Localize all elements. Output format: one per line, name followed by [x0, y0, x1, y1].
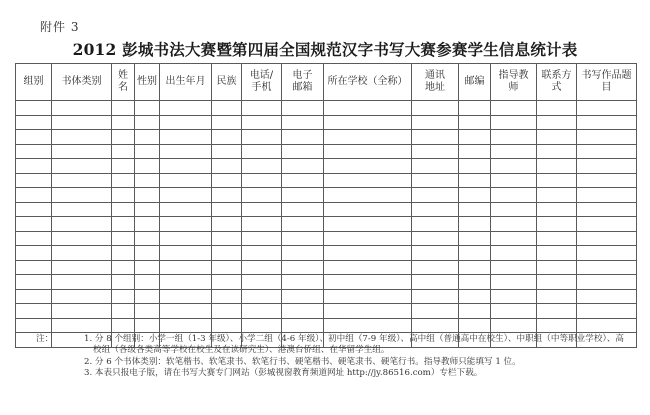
- table-cell: [459, 231, 491, 246]
- column-header-text: 师: [508, 82, 519, 93]
- table-cell: [16, 231, 52, 246]
- table-cell: [577, 101, 637, 116]
- table-cell: [52, 130, 112, 145]
- table-cell: [412, 173, 459, 188]
- table-cell: [112, 130, 135, 145]
- table-cell: [412, 304, 459, 319]
- table-cell: [212, 304, 242, 319]
- column-header: [112, 64, 135, 101]
- table-cell: [135, 275, 160, 290]
- table-cell: [135, 231, 160, 246]
- table-cell: [537, 115, 577, 130]
- table-cell: [324, 130, 412, 145]
- column-header-text: 电话/: [249, 70, 274, 81]
- table-cell: [16, 304, 52, 319]
- table-cell: [160, 217, 212, 232]
- table-cell: [160, 159, 212, 174]
- column-header-text: 书体类别: [61, 76, 102, 87]
- table-cell: [459, 318, 491, 333]
- table-cell: [491, 217, 537, 232]
- table-cell: [491, 275, 537, 290]
- table-row: [16, 130, 637, 145]
- table-cell: [491, 231, 537, 246]
- column-header: [577, 64, 637, 101]
- table-cell: [324, 304, 412, 319]
- table-row: [16, 115, 637, 130]
- table-cell: [282, 130, 324, 145]
- table-cell: [52, 159, 112, 174]
- column-header-text: 性别: [137, 76, 157, 87]
- note-line: 2. 分 6 个书体类别：软笔楷书、软笔隶书、软笔行书、硬笔楷书、硬笔隶书、硬笔行书。指导教师只能填写 1 位。: [84, 356, 521, 367]
- table-cell: [412, 188, 459, 203]
- table-row: [16, 202, 637, 217]
- table-cell: [242, 260, 282, 275]
- table-cell: [52, 101, 112, 116]
- table-cell: [52, 144, 112, 159]
- table-cell: [135, 159, 160, 174]
- table-cell: [282, 246, 324, 261]
- table-cell: [212, 101, 242, 116]
- table-cell: [112, 289, 135, 304]
- table-cell: [112, 318, 135, 333]
- table-cell: [135, 246, 160, 261]
- table-cell: [537, 275, 577, 290]
- table-cell: [537, 144, 577, 159]
- table-cell: [212, 231, 242, 246]
- column-header-text: 地址: [425, 82, 445, 93]
- table-cell: [577, 159, 637, 174]
- table-cell: [160, 173, 212, 188]
- column-header-text: 联系方: [541, 70, 572, 81]
- table-cell: [16, 246, 52, 261]
- table-cell: [242, 115, 282, 130]
- table-cell: [491, 159, 537, 174]
- table-cell: [52, 246, 112, 261]
- table-row: [16, 246, 637, 261]
- table-cell: [459, 159, 491, 174]
- table-cell: [577, 202, 637, 217]
- table-cell: [491, 101, 537, 116]
- table-cell: [212, 260, 242, 275]
- table-cell: [412, 101, 459, 116]
- table-cell: [324, 115, 412, 130]
- table-cell: [459, 173, 491, 188]
- column-header: [459, 64, 491, 101]
- table-cell: [212, 144, 242, 159]
- table-cell: [412, 289, 459, 304]
- table-cell: [577, 289, 637, 304]
- table-cell: [112, 115, 135, 130]
- table-cell: [160, 115, 212, 130]
- table-cell: [537, 159, 577, 174]
- column-header-text: 通讯: [425, 70, 445, 81]
- table-cell: [160, 130, 212, 145]
- table-cell: [16, 101, 52, 116]
- table-cell: [491, 289, 537, 304]
- table-cell: [537, 217, 577, 232]
- table-cell: [459, 188, 491, 203]
- table-cell: [537, 130, 577, 145]
- table-cell: [577, 318, 637, 333]
- table-cell: [160, 246, 212, 261]
- table-cell: [112, 202, 135, 217]
- table-cell: [52, 173, 112, 188]
- column-header-text: 电子: [292, 70, 313, 81]
- table-cell: [160, 202, 212, 217]
- column-header-text: 出生年月: [165, 76, 206, 87]
- table-cell: [537, 246, 577, 261]
- table-cell: [324, 159, 412, 174]
- table-cell: [242, 144, 282, 159]
- table-cell: [282, 260, 324, 275]
- table-cell: [135, 260, 160, 275]
- table-cell: [16, 159, 52, 174]
- table-cell: [324, 318, 412, 333]
- table-cell: [242, 159, 282, 174]
- table-cell: [135, 130, 160, 145]
- table-cell: [242, 275, 282, 290]
- page-title: 2012 彭城书法大赛暨第四届全国规范汉字书写大赛参赛学生信息统计表: [72, 40, 578, 59]
- table-cell: [412, 275, 459, 290]
- table-cell: [412, 202, 459, 217]
- table-cell: [577, 173, 637, 188]
- table-cell: [112, 159, 135, 174]
- table-cell: [324, 101, 412, 116]
- table-cell: [537, 289, 577, 304]
- note-line: 1. 分 8 个组别：小学一组（1-3 年级）、小学二组（4-6 年级）、初中组（7-9 年级）、高中组（普通高中在校生）、中职组（中等职业学校）、高: [84, 334, 624, 344]
- table-cell: [412, 115, 459, 130]
- note-line: 校组（各级各类高等学校在校生及在读研究生）、港澳台侨组、在华留学生组。: [93, 345, 390, 356]
- table-cell: [459, 115, 491, 130]
- table-cell: [242, 246, 282, 261]
- note-line: 3. 本表只报电子版，请在书写大赛专门网站（彭城视窗教育频道网址 http://jy.86516.com）专栏下载。: [84, 368, 483, 379]
- table-cell: [324, 246, 412, 261]
- table-cell: [577, 275, 637, 290]
- table-cell: [212, 202, 242, 217]
- table-cell: [282, 159, 324, 174]
- table-cell: [459, 246, 491, 261]
- table-row: [16, 144, 637, 159]
- table-cell: [537, 202, 577, 217]
- column-header: [324, 64, 412, 101]
- table-cell: [537, 101, 577, 116]
- table-cell: [212, 173, 242, 188]
- table-cell: [324, 202, 412, 217]
- table-cell: [112, 260, 135, 275]
- table-cell: [412, 318, 459, 333]
- table-row: [16, 260, 637, 275]
- table-header-row: [16, 64, 637, 101]
- table-cell: [282, 115, 324, 130]
- table-cell: [412, 260, 459, 275]
- table-cell: [16, 318, 52, 333]
- table-cell: [52, 304, 112, 319]
- table-cell: [52, 202, 112, 217]
- table-cell: [537, 231, 577, 246]
- table-cell: [459, 275, 491, 290]
- table-cell: [459, 202, 491, 217]
- table-cell: [491, 115, 537, 130]
- table-cell: [16, 217, 52, 232]
- table-cell: [135, 318, 160, 333]
- table-cell: [212, 217, 242, 232]
- table-cell: [577, 115, 637, 130]
- column-header-text: 民族: [216, 76, 237, 87]
- table-cell: [135, 144, 160, 159]
- table-cell: [16, 289, 52, 304]
- table-cell: [16, 275, 52, 290]
- column-header-text: 书写作品题目: [581, 70, 632, 93]
- table-cell: [135, 289, 160, 304]
- table-cell: [412, 217, 459, 232]
- table-cell: [282, 318, 324, 333]
- table-cell: [282, 217, 324, 232]
- table-cell: [412, 159, 459, 174]
- table-cell: [242, 289, 282, 304]
- column-header: [537, 64, 577, 101]
- table-cell: [242, 173, 282, 188]
- table-cell: [412, 130, 459, 145]
- attachment-label: 附件 3: [40, 20, 80, 34]
- table-cell: [577, 304, 637, 319]
- table-cell: [324, 144, 412, 159]
- table-cell: [242, 231, 282, 246]
- table-cell: [52, 231, 112, 246]
- table-row: [16, 188, 637, 203]
- table-cell: [282, 101, 324, 116]
- table-cell: [537, 173, 577, 188]
- table-cell: [112, 173, 135, 188]
- table-cell: [282, 231, 324, 246]
- table-cell: [491, 144, 537, 159]
- table-cell: [135, 115, 160, 130]
- table-cell: [491, 202, 537, 217]
- table-cell: [491, 304, 537, 319]
- table-cell: [135, 202, 160, 217]
- table-cell: [491, 246, 537, 261]
- table-cell: [135, 188, 160, 203]
- table-row: [16, 304, 637, 319]
- table-cell: [459, 260, 491, 275]
- table-cell: [160, 304, 212, 319]
- table-cell: [160, 188, 212, 203]
- table-cell: [112, 231, 135, 246]
- table-cell: [212, 115, 242, 130]
- table-cell: [412, 246, 459, 261]
- table-cell: [459, 304, 491, 319]
- table-cell: [459, 289, 491, 304]
- table-cell: [16, 188, 52, 203]
- table-cell: [242, 188, 282, 203]
- table-cell: [212, 130, 242, 145]
- table-cell: [135, 217, 160, 232]
- table-cell: [212, 318, 242, 333]
- column-header: [160, 64, 212, 101]
- table-cell: [537, 304, 577, 319]
- column-header: [135, 64, 160, 101]
- table-cell: [577, 217, 637, 232]
- table-cell: [160, 144, 212, 159]
- table-cell: [160, 101, 212, 116]
- table-row: [16, 289, 637, 304]
- table-cell: [324, 260, 412, 275]
- table-cell: [324, 173, 412, 188]
- table-cell: [52, 217, 112, 232]
- table-cell: [324, 188, 412, 203]
- column-header-text: 姓: [118, 70, 128, 81]
- table-cell: [112, 144, 135, 159]
- table-cell: [324, 275, 412, 290]
- table-cell: [282, 144, 324, 159]
- table-cell: [112, 275, 135, 290]
- table-cell: [112, 101, 135, 116]
- column-header-text: 式: [551, 82, 562, 93]
- table-cell: [135, 304, 160, 319]
- column-header: [282, 64, 324, 101]
- table-cell: [282, 289, 324, 304]
- table-cell: [112, 217, 135, 232]
- table-cell: [577, 246, 637, 261]
- column-header: [16, 64, 52, 101]
- table-cell: [160, 275, 212, 290]
- table-cell: [577, 144, 637, 159]
- table-cell: [491, 318, 537, 333]
- table-cell: [412, 144, 459, 159]
- table-cell: [242, 318, 282, 333]
- table-cell: [212, 159, 242, 174]
- table-cell: [577, 188, 637, 203]
- table-cell: [282, 304, 324, 319]
- table-cell: [16, 115, 52, 130]
- table-cell: [52, 318, 112, 333]
- table-cell: [577, 130, 637, 145]
- table-row: [16, 159, 637, 174]
- table-cell: [135, 101, 160, 116]
- table-cell: [537, 260, 577, 275]
- table-cell: [16, 202, 52, 217]
- table-cell: [491, 130, 537, 145]
- table-cell: [459, 130, 491, 145]
- column-header-text: 所在学校（全称）: [327, 76, 408, 87]
- table-cell: [52, 260, 112, 275]
- table-cell: [459, 217, 491, 232]
- table-cell: [412, 231, 459, 246]
- table-cell: [212, 188, 242, 203]
- table-cell: [16, 130, 52, 145]
- table-cell: [52, 115, 112, 130]
- table-cell: [242, 304, 282, 319]
- table-cell: [52, 275, 112, 290]
- table-cell: [212, 246, 242, 261]
- table-cell: [242, 101, 282, 116]
- table-cell: [112, 304, 135, 319]
- table-cell: [160, 318, 212, 333]
- table-cell: [160, 260, 212, 275]
- table-cell: [160, 289, 212, 304]
- table-cell: [242, 130, 282, 145]
- table-cell: [577, 260, 637, 275]
- column-header-text: 指导教: [498, 70, 529, 81]
- student-info-table: [15, 63, 637, 348]
- table-cell: [16, 173, 52, 188]
- table-cell: [282, 188, 324, 203]
- table-cell: [242, 202, 282, 217]
- table-cell: [52, 289, 112, 304]
- table-row: [16, 101, 637, 116]
- table-cell: [491, 173, 537, 188]
- table-cell: [16, 260, 52, 275]
- table-row: [16, 173, 637, 188]
- table-cell: [242, 217, 282, 232]
- table-body: [16, 101, 637, 348]
- column-header-text: 名: [118, 82, 128, 93]
- column-header-text: 组别: [23, 76, 44, 87]
- table-row: [16, 275, 637, 290]
- column-header: [491, 64, 537, 101]
- table-row: [16, 217, 637, 232]
- table-row: [16, 318, 637, 333]
- table-cell: [537, 318, 577, 333]
- column-header: [242, 64, 282, 101]
- column-header-text: 邮编: [464, 76, 485, 87]
- table-cell: [324, 231, 412, 246]
- table-cell: [577, 231, 637, 246]
- table-cell: [112, 246, 135, 261]
- table-cell: [16, 144, 52, 159]
- table-cell: [52, 188, 112, 203]
- table-cell: [537, 188, 577, 203]
- table-cell: [491, 188, 537, 203]
- table-cell: [324, 217, 412, 232]
- table-cell: [282, 173, 324, 188]
- notes-label: 注：: [36, 334, 54, 344]
- table-cell: [324, 289, 412, 304]
- table-cell: [112, 188, 135, 203]
- column-header: [412, 64, 459, 101]
- table-cell: [282, 202, 324, 217]
- column-header: [212, 64, 242, 101]
- table-cell: [135, 173, 160, 188]
- column-header-text: 邮箱: [292, 82, 313, 93]
- table-cell: [459, 144, 491, 159]
- table-cell: [459, 101, 491, 116]
- column-header: [52, 64, 112, 101]
- table-cell: [491, 260, 537, 275]
- table-cell: [160, 231, 212, 246]
- table-cell: [212, 275, 242, 290]
- column-header-text: 手机: [251, 82, 272, 93]
- table-row: [16, 231, 637, 246]
- table-cell: [212, 289, 242, 304]
- notes-body: [84, 334, 636, 380]
- table-cell: [282, 275, 324, 290]
